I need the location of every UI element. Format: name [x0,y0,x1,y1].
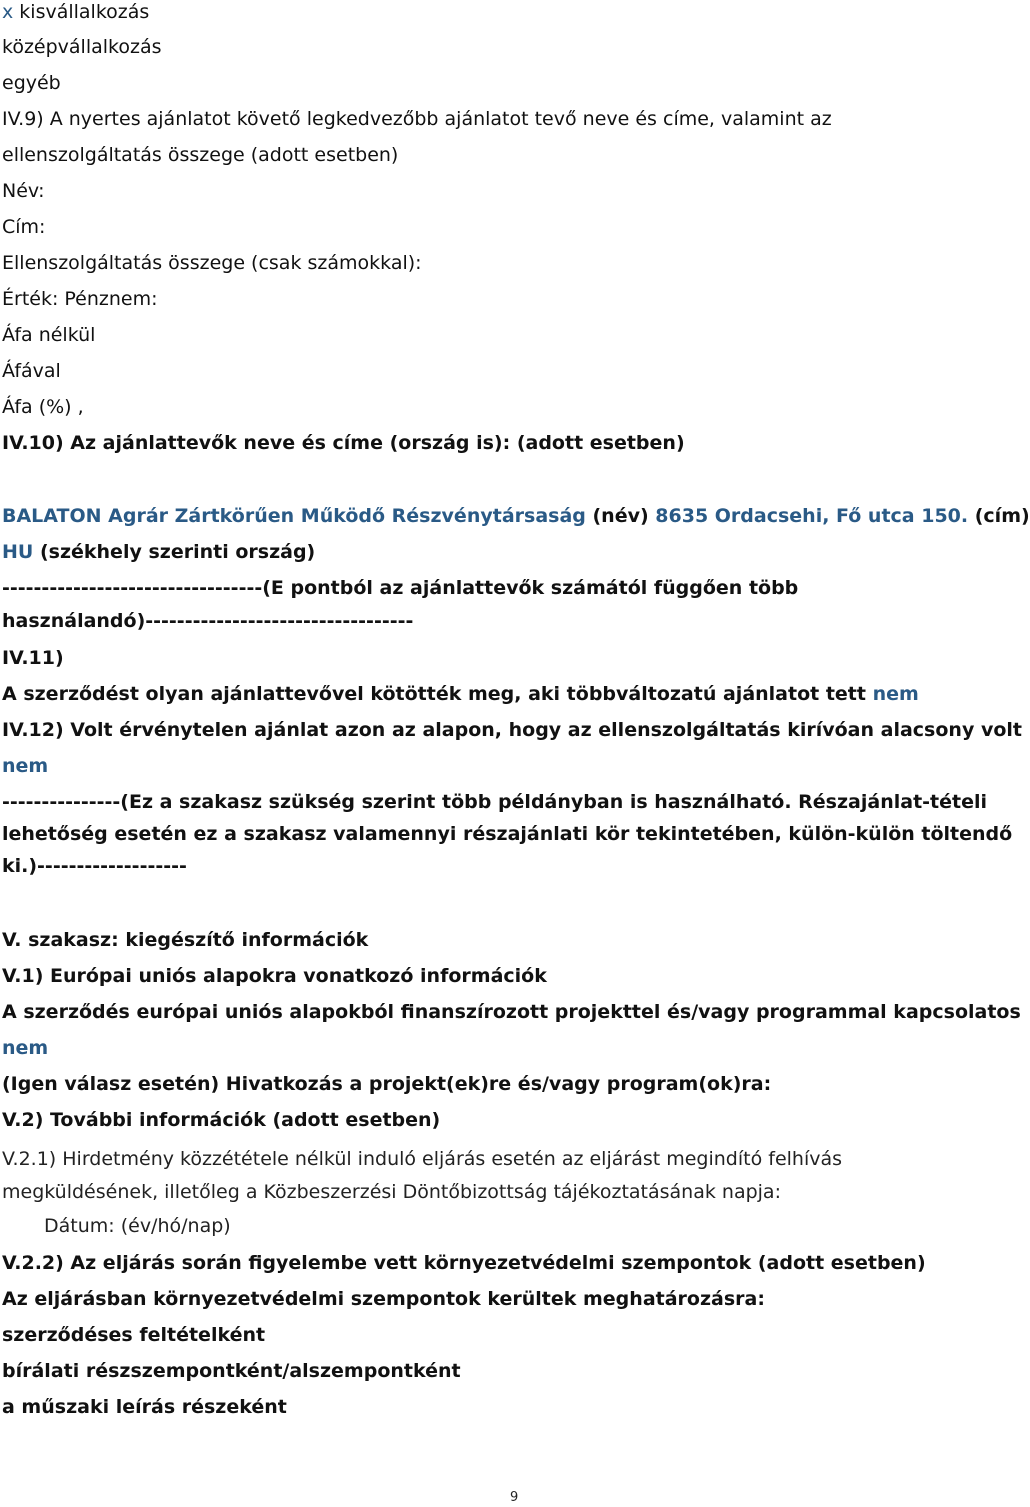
address-label: Cím: [2,216,46,238]
v221-line2: megküldésének, illetőleg a Közbeszerzési Döntőbizottság tájékoztatásának napja: [2,1181,781,1203]
address-tag: (cím) [968,505,1030,527]
name-label: Név: [2,180,45,202]
eu-funds-question: A szerződés európai uniós alapokból finanszírozott projekttel és/vagy programmal kapcsolatos [2,1001,1021,1023]
section-note-line3: ki.)------------------- [2,855,187,877]
no-vat-label: Áfa nélkül [2,324,96,346]
tenderer-country [2,540,315,564]
section-v-title: V. szakasz: kiegészítő információk [2,929,369,951]
company-address: 8635 Ordacsehi, Fő utca 150. [655,505,969,527]
env-option-technical: a műszaki leírás részeként [2,1396,287,1418]
value-currency-label: Érték: Pénznem: [2,288,158,310]
env-option-contract: szerződéses feltételként [2,1324,266,1346]
size-small-label: kisvállalkozás [13,1,150,23]
section-iv11-title: IV.11) [2,647,64,669]
amount-label: Ellenszolgáltatás összege (csak számokkal): [2,252,422,274]
low-price-answer: nem [2,755,49,777]
tenderer-name-address [2,504,1030,528]
company-name: BALATON Agrár Zártkörűen Működő Részvénytársaság [2,505,586,527]
country-code: HU [2,541,34,563]
eu-funds-answer: nem [2,1037,49,1059]
further-info-title: V.2) További információk (adott esetben) [2,1109,441,1131]
size-medium-label: középvállalkozás [2,36,162,58]
size-small-row [2,0,149,24]
page-number: 9 [510,1490,519,1505]
date-label: Dátum: (év/hó/nap) [44,1215,231,1237]
size-other-label: egyéb [2,72,61,94]
eu-project-reference: (Igen válasz esetén) Hivatkozás a projekt(ek)re és/vagy program(ok)ra: [2,1073,772,1095]
v222-subtitle: Az eljárásban környezetvédelmi szempontok kerültek meghatározásra: [2,1288,765,1310]
checkbox-mark: x [2,1,14,23]
section-note-line2: lehetőség esetén ez a szakasz valamennyi részajánlati kör tekintetében, külön-külön töltendő [2,823,1013,845]
env-option-evaluation: bírálati részszempontként/alszempontként [2,1360,461,1382]
eu-funds-title: V.1) Európai uniós alapokra vonatkozó információk [2,965,547,987]
variant-offer-row [2,682,919,706]
country-tag: (székhely szerinti ország) [33,541,316,563]
section-iv9-title-line1: IV.9) A nyertes ajánlatot követő legkedvezőbb ajánlatot tevő neve és címe, valamint az [2,108,832,130]
section-iv12-title: IV.12) Volt érvénytelen ajánlat azon az alapon, hogy az ellenszolgáltatás kirívóan alacsony volt [2,719,1022,741]
name-tag: (név) [585,505,656,527]
with-vat-label: Áfával [2,360,61,382]
section-note-line1: ---------------(Ez a szakasz szükség szerint több példányban is használható. Részajánlat-tételi [2,791,987,813]
section-iv9-title-line2: ellenszolgáltatás összege (adott esetben) [2,144,399,166]
v222-title: V.2.2) Az eljárás során figyelembe vett környezetvédelmi szempontok (adott esetben) [2,1252,926,1274]
variant-offer-answer: nem [872,683,919,705]
vat-percent-label: Áfa (%) , [2,396,84,418]
variant-offer-question: A szerződést olyan ajánlattevővel kötötték meg, aki többváltozatú ajánlatot tett [2,683,873,705]
separator-note-line2: használandó)---------------------------------- [2,610,414,632]
section-iv10-title: IV.10) Az ajánlattevők neve és címe (ország is): (adott esetben) [2,432,685,454]
v221-line1: V.2.1) Hirdetmény közzététele nélkül induló eljárás esetén az eljárást megindító felhívás [2,1148,843,1170]
separator-note-line1: ---------------------------------(E pontból az ajánlattevők számától függően több [2,577,799,599]
